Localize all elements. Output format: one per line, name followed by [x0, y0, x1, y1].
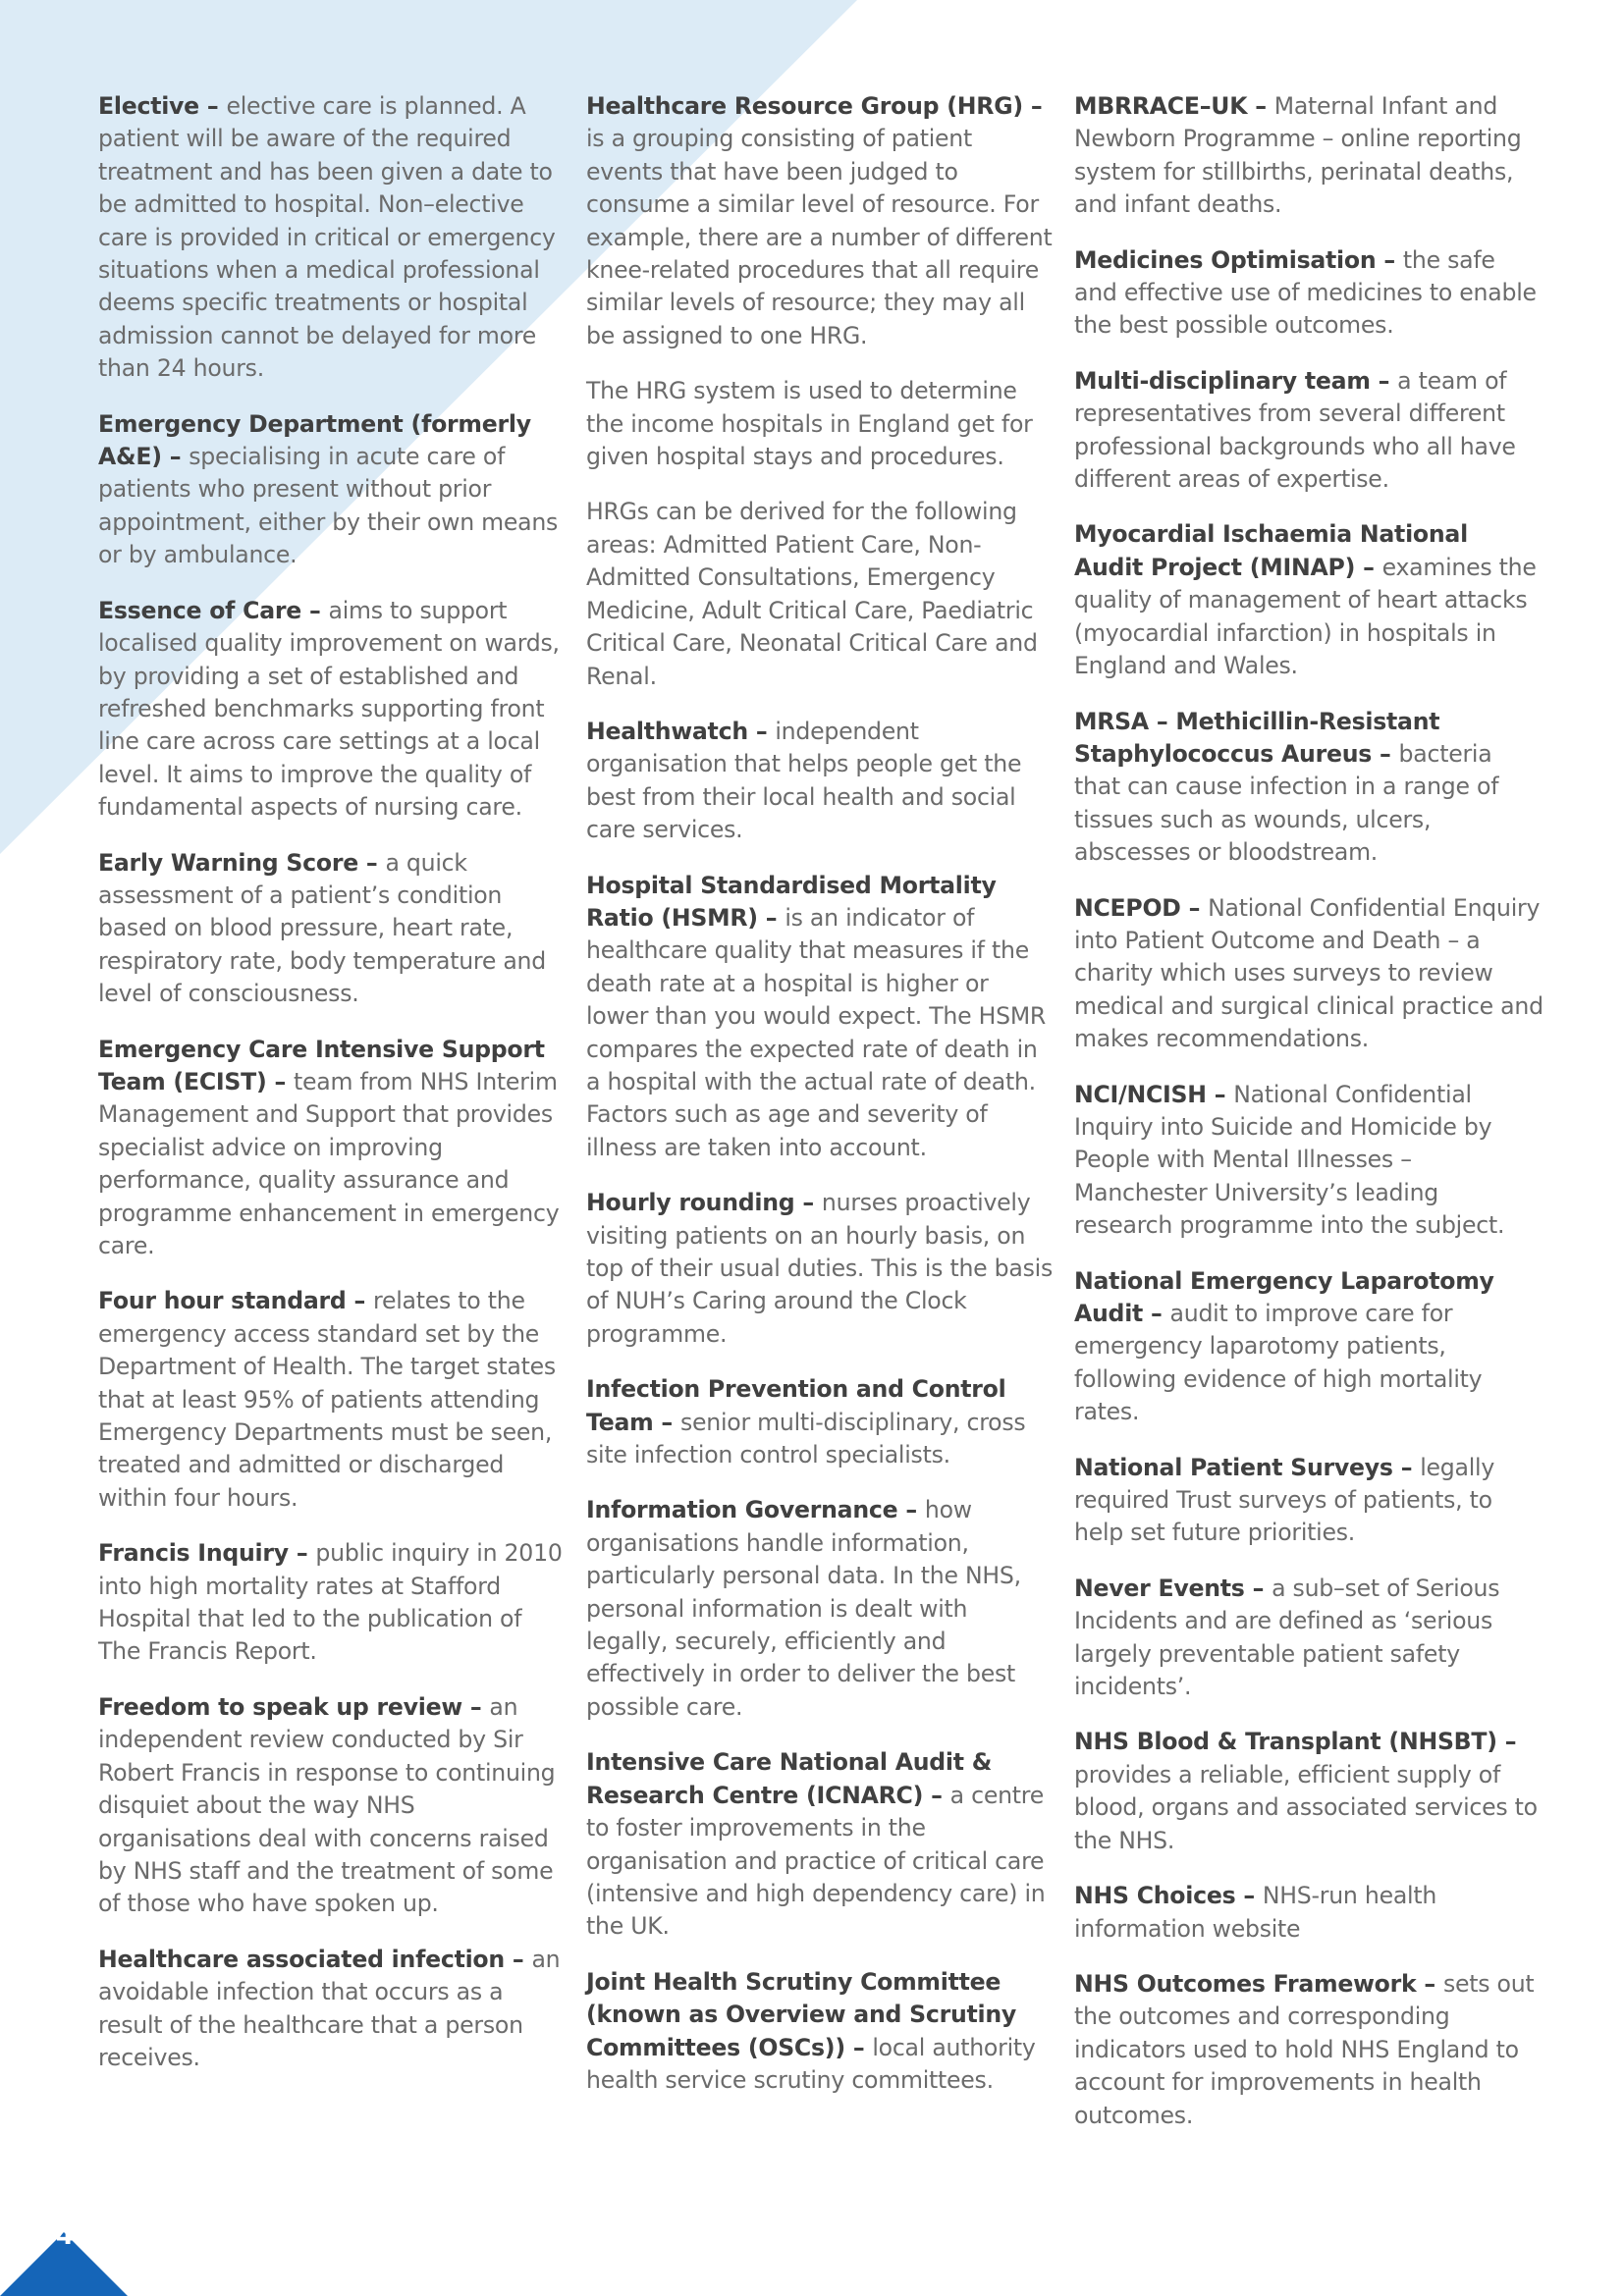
glossary-definition: team from NHS Interim Management and Support that provides specialist advice on improving performance, quality assurance and programme enhancement in emergency care. — [98, 1067, 560, 1259]
term-separator: – — [357, 848, 386, 877]
glossary-entry — [1074, 518, 1543, 682]
term-separator: – — [1392, 1453, 1421, 1481]
glossary-entry — [98, 1691, 568, 1921]
glossary-term: Joint Health Scrutiny Committee (known as Overview and Scrutiny Committees (OSCs)) — [586, 1967, 1017, 2061]
glossary-term: Emergency Care Intensive Support Team (ECIST) — [98, 1035, 545, 1095]
glossary-entry — [1074, 1726, 1543, 1857]
glossary-definition: specialising in acute care of patients who present without prior appointment, either by their own means or by ambulance. — [98, 443, 559, 569]
glossary-definition: local authority health service scrutiny committees. — [586, 2033, 1036, 2094]
glossary-term: Emergency Department (formerly A&E) — [98, 409, 531, 471]
glossary-definition: senior multi-disciplinary, cross site infection control specialists. — [586, 1408, 1026, 1469]
term-separator: – — [1180, 893, 1209, 922]
term-separator: – — [653, 1408, 680, 1436]
glossary-entry — [1074, 706, 1543, 870]
glossary-definition: an independent review conducted by Sir Robert Francis in response to continuing disquiet about the way NHS organisations deal with concerns raised by NHS staff and the treatment of some of those who have spoken up. — [98, 1692, 556, 1918]
glossary-entry — [1074, 1452, 1543, 1550]
glossary-definition: NHS-run health information website — [1074, 1882, 1437, 1943]
glossary-term: Essence of Care — [98, 596, 302, 624]
glossary-entry — [1074, 90, 1543, 222]
term-separator: – — [1143, 1300, 1170, 1327]
glossary-definition: provides a reliable, efficient supply of blood, organs and associated services to the NHS. — [1074, 1760, 1538, 1854]
glossary-term: Hospital Standardised Mortality Ratio (HSMR) — [586, 871, 997, 932]
term-separator: – — [1244, 1574, 1272, 1602]
glossary-entry — [586, 716, 1056, 847]
page-number: 64 — [37, 2220, 75, 2251]
glossary-definition: is a grouping consisting of patient events that have been judged to consume a similar level of resource. For example, there are a number of different knee-related procedures that all require similar levels of resource; they may all be assigned to one HRG. — [586, 125, 1053, 349]
glossary-term: Healthcare Resource Group (HRG) — [586, 92, 1023, 120]
term-separator: – — [794, 1189, 822, 1217]
glossary-definition: nurses proactively visiting patients on an hourly basis, on top of their usual duties. This is the basis of NUH’s Caring around the Clock programme. — [586, 1189, 1053, 1348]
term-separator: – — [198, 92, 227, 120]
glossary-term: NHS Choices — [1074, 1882, 1236, 1910]
glossary-term: NCEPOD — [1074, 893, 1181, 922]
glossary-term: Elective — [98, 92, 199, 120]
glossary-definition: legally required Trust surveys of patients, to help set future priorities. — [1074, 1453, 1495, 1547]
glossary-definition: relates to the emergency access standard set by the Department of Health. The target states that at least 95% of patients attending Emergency Departments must be seen, treated and admitted or discharged within four hours. — [98, 1287, 556, 1512]
term-separator: – — [1496, 1728, 1517, 1756]
glossary-definition: National Confidential Enquiry into Patient Outcome and Death – a charity which uses surveys to review medical and surgical clinical practice and makes recommendations. — [1074, 893, 1543, 1053]
term-separator: – — [346, 1287, 374, 1315]
term-separator: – — [897, 1496, 925, 1524]
term-separator: – — [1206, 1080, 1234, 1108]
term-separator: – — [1355, 553, 1382, 581]
glossary-definition: audit to improve care for emergency laparotomy patients, following evidence of high mortality rates. — [1074, 1300, 1483, 1426]
term-separator: – — [923, 1781, 950, 1809]
term-separator: – — [1376, 245, 1403, 274]
glossary-entry — [98, 1285, 568, 1515]
glossary-term: Never Events — [1074, 1574, 1245, 1602]
term-separator: – — [301, 596, 329, 624]
glossary-entry — [1074, 1079, 1543, 1243]
glossary-definition: elective care is planned. A patient will be aware of the required treatment and has been given a date to be admitted to hospital. Non–elective care is provided in critical or emergency situations when a medical professional deems specific treatments or hospital admission cannot be delayed for more than 24 hours. — [98, 92, 556, 383]
glossary-definition: aims to support localised quality improvement on wards, by providing a set of established and refreshed benchmarks supporting front line care across care settings at a local level. It aims to improve the quality of fundamental aspects of nursing care. — [98, 596, 560, 822]
term-separator: – — [1235, 1882, 1263, 1910]
glossary-term: Intensive Care National Audit & Research Centre (ICNARC) — [586, 1748, 993, 1809]
glossary-term: MRSA – Methicillin-Resistant Staphylococcus Aureus — [1074, 707, 1440, 768]
term-separator: – — [757, 903, 785, 932]
term-separator: – — [266, 1067, 295, 1095]
glossary-entry — [98, 595, 568, 825]
glossary-entry — [1074, 1880, 1543, 1946]
glossary-term: Infection Prevention and Control Team — [586, 1375, 1006, 1436]
glossary-definition: independent organisation that helps people get the best from their local health and social care services. — [586, 717, 1022, 844]
glossary-definition: National Confidential Inquiry into Suicide and Homicide by People with Mental Illnesses – Manchester University’s leading research programme into the subject. — [1074, 1080, 1505, 1240]
glossary-term: Healthcare associated infection — [98, 1945, 505, 1973]
term-separator: – — [1247, 92, 1274, 120]
glossary-entry — [98, 1537, 568, 1669]
glossary-definition: public inquiry in 2010 into high mortality rates at Stafford Hospital that led to the publication of The Francis Report. — [98, 1539, 563, 1666]
glossary-definition: sets out the outcomes and corresponding indicators used to hold NHS England to account for improvements in health outcomes. — [1074, 1969, 1535, 2129]
glossary-term: National Emergency Laparotomy Audit — [1074, 1266, 1494, 1327]
glossary-entry — [1074, 892, 1543, 1056]
glossary-definition: HRGs can be derived for the following areas: Admitted Patient Care, Non-Admitted Consultations, Emergency Medicine, Adult Critical Care, Paediatric Critical Care, Neonatal Critical Care and Renal. — [586, 498, 1038, 690]
glossary-term: NCI/NCISH — [1074, 1080, 1207, 1108]
glossary-entry — [98, 1944, 568, 2075]
term-separator: – — [1416, 1969, 1443, 1998]
glossary-column-1 — [98, 90, 568, 2097]
glossary-definition: the safe and effective use of medicines to enable the best possible outcomes. — [1074, 245, 1537, 340]
glossary-term: Medicines Optimisation — [1074, 245, 1377, 274]
glossary-term: Freedom to speak up review — [98, 1692, 462, 1721]
glossary-definition: a centre to foster improvements in the organisation and practice of critical care (intensive and high dependency care) in the UK. — [586, 1781, 1046, 1941]
glossary-term: Hourly rounding — [586, 1189, 795, 1217]
glossary-entry — [98, 90, 568, 386]
glossary-definition: how organisations handle information, particularly personal data. In the NHS, personal information is dealt with legally, securely, efficiently and effectively in order to deliver the best possible care. — [586, 1496, 1021, 1721]
term-separator: – — [288, 1539, 316, 1568]
glossary-entry — [1074, 365, 1543, 497]
glossary-column-2 — [586, 90, 1056, 2119]
glossary-definition: a team of representatives from several different professional backgrounds who all have different areas of expertise. — [1074, 366, 1516, 494]
glossary-definition: a sub–set of Serious Incidents and are defined as ‘serious largely preventable patient safety incidents’. — [1074, 1574, 1500, 1701]
glossary-definition: examines the quality of management of heart attacks (myocardial infarction) in hospitals in England and Wales. — [1074, 553, 1537, 680]
glossary-column-3 — [1074, 90, 1543, 2155]
glossary-entry — [98, 1034, 568, 1263]
glossary-definition: an avoidable infection that occurs as a result of the healthcare that a person receives. — [98, 1945, 561, 2071]
glossary-entry — [586, 1373, 1056, 1471]
term-separator: – — [1372, 739, 1399, 768]
term-separator: – — [461, 1692, 490, 1721]
glossary-entry — [586, 90, 1056, 352]
term-separator: – — [747, 717, 776, 745]
glossary-entry — [1074, 244, 1543, 343]
glossary-entry — [586, 496, 1056, 692]
glossary-entry — [586, 870, 1056, 1165]
glossary-entry — [586, 1494, 1056, 1724]
glossary-term: MBRRACE–UK — [1074, 92, 1248, 120]
glossary-entry — [586, 1966, 1056, 2098]
glossary-term: Early Warning Score — [98, 848, 358, 877]
glossary-entry — [1074, 1968, 1543, 2132]
glossary-term: National Patient Surveys — [1074, 1453, 1393, 1481]
glossary-definition: bacteria that can cause infection in a range of tissues such as wounds, ulcers, abscesses or bloodstream. — [1074, 739, 1499, 867]
glossary-definition: Maternal Infant and Newborn Programme – online reporting system for stillbirths, perinatal deaths, and infant deaths. — [1074, 92, 1522, 219]
term-separator: – — [1370, 366, 1398, 395]
glossary-entry — [586, 375, 1056, 473]
glossary-entry — [98, 408, 568, 572]
glossary-term: Healthwatch — [586, 717, 748, 745]
term-separator: – — [161, 443, 189, 471]
glossary-term: NHS Outcomes Framework — [1074, 1969, 1417, 1998]
glossary-definition: The HRG system is used to determine the income hospitals in England get for given hospital stays and procedures. — [586, 377, 1033, 471]
glossary-entry — [586, 1187, 1056, 1351]
glossary-term: Information Governance — [586, 1496, 898, 1524]
term-separator: – — [1022, 92, 1043, 120]
glossary-entry — [1074, 1573, 1543, 1704]
term-separator: – — [844, 2033, 873, 2061]
glossary-term: Multi-disciplinary team — [1074, 366, 1371, 395]
glossary-term: Francis Inquiry — [98, 1539, 289, 1568]
term-separator: – — [504, 1945, 532, 1973]
glossary-entry — [98, 847, 568, 1011]
glossary-term: Myocardial Ischaemia National Audit Project (MINAP) — [1074, 520, 1468, 581]
glossary-definition: a quick assessment of a patient’s condition based on blood pressure, heart rate, respiratory rate, body temperature and level of consciousness. — [98, 848, 546, 1008]
glossary-entry — [586, 1746, 1056, 1943]
glossary-term: NHS Blood & Transplant (NHSBT) — [1074, 1728, 1497, 1756]
glossary-entry — [1074, 1265, 1543, 1429]
glossary-definition: is an indicator of healthcare quality that measures if the death rate at a hospital is higher or lower than you would expect. The HSMR compares the expected rate of death in a hospital with the actual rate of death. Factors such as age and severity of illness are taken into account. — [586, 903, 1047, 1161]
glossary-term: Four hour standard — [98, 1287, 347, 1315]
